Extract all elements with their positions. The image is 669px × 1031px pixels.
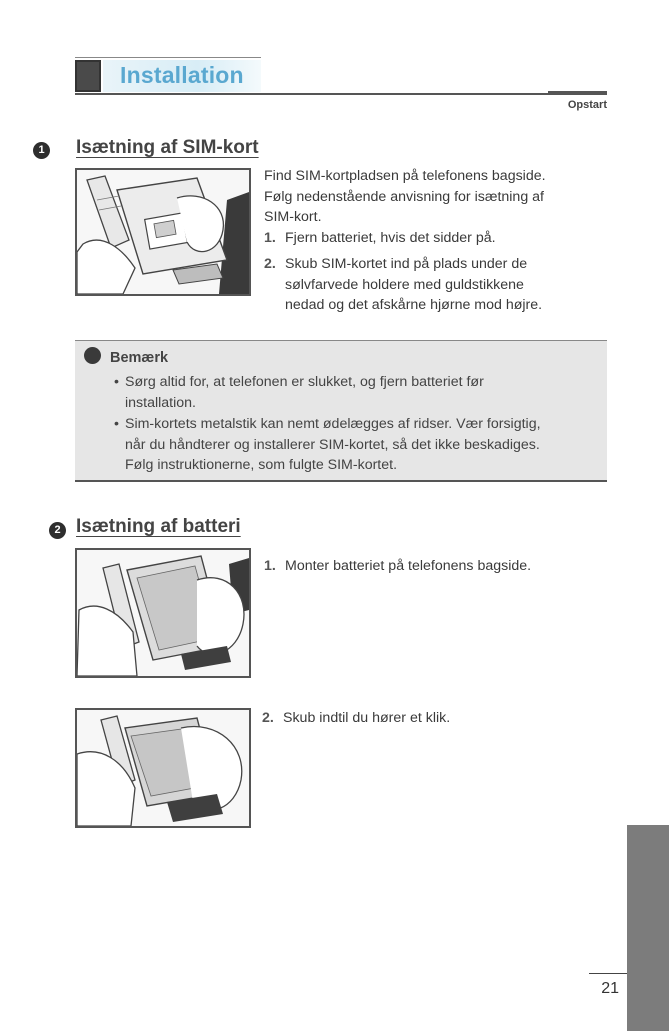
step-text-line: Skub SIM-kortet ind på plads under de — [285, 256, 528, 272]
section-number-2: 2 — [49, 522, 66, 539]
bullet-text — [125, 372, 484, 413]
header-marker-box — [75, 60, 101, 92]
bullet-line: når du håndterer og installerer SIM-kortet, så det ikke beskadiges. — [125, 436, 540, 453]
section-tag: Opstart — [567, 99, 607, 111]
battery-mount-image — [77, 550, 249, 676]
header-rule — [75, 93, 607, 95]
step-number: 2. — [264, 256, 276, 272]
step-text: Monter batteriet på telefonens bagside. — [285, 558, 532, 574]
sim-hands-phone-image — [77, 170, 249, 294]
battery-click-image — [77, 710, 249, 826]
page-number: 21 — [601, 980, 619, 997]
chapter-side-tab — [627, 825, 669, 1031]
bullet-line: Sim-kortets metalstik kan nemt ødelægges af ridser. Vær forsigtig, — [125, 416, 541, 432]
bullet-dot-icon: • — [114, 374, 119, 390]
page-number-rule — [589, 973, 627, 974]
sim-step-2 — [264, 254, 609, 316]
step-number: 1. — [264, 558, 276, 574]
section-title-battery: Isætning af batteri — [76, 516, 241, 537]
bullet-text — [125, 414, 541, 476]
battery-illustration-1 — [75, 548, 251, 678]
step-text: Fjern batteriet, hvis det sidder på. — [285, 230, 496, 246]
header-top-rule — [75, 57, 261, 58]
note-bullet-icon — [84, 347, 101, 364]
sim-intro-line: Følg nedenstående anvisning for isætning af — [264, 188, 544, 205]
step-text-line: sølvfarvede holdere med guldstikkene — [285, 276, 524, 293]
page-title: Installation — [120, 62, 244, 88]
sim-intro — [264, 166, 609, 228]
step-number: 2. — [262, 710, 274, 726]
battery-step-1 — [264, 556, 609, 577]
section-title-sim: Isætning af SIM-kort — [76, 137, 259, 158]
sim-step-1 — [264, 228, 609, 249]
battery-illustration-2 — [75, 708, 251, 828]
bullet-dot-icon: • — [114, 416, 119, 432]
bullet-line: Sørg altid for, at telefonen er slukket, og fjern batteriet før — [125, 374, 484, 390]
bullet-line: Følg instruktionerne, som fulgte SIM-kortet. — [125, 457, 398, 473]
header-rule-accent — [548, 91, 607, 95]
sim-illustration — [75, 168, 251, 296]
step-text: Skub indtil du hører et klik. — [283, 710, 451, 726]
step-text — [285, 254, 542, 316]
note-bullet-1 — [114, 372, 604, 414]
note-bullet-2 — [114, 414, 604, 476]
sim-intro-line: Find SIM-kortpladsen på telefonens bagside. — [264, 168, 546, 184]
section-number-1: 1 — [33, 142, 50, 159]
step-number: 1. — [264, 230, 276, 246]
step-text-line: nedad og det afskårne hjørne mod højre. — [285, 297, 543, 313]
battery-step-2 — [262, 708, 607, 729]
note-title: Bemærk — [110, 350, 169, 366]
bullet-line: installation. — [125, 394, 196, 411]
sim-intro-line: SIM-kort. — [264, 209, 322, 225]
